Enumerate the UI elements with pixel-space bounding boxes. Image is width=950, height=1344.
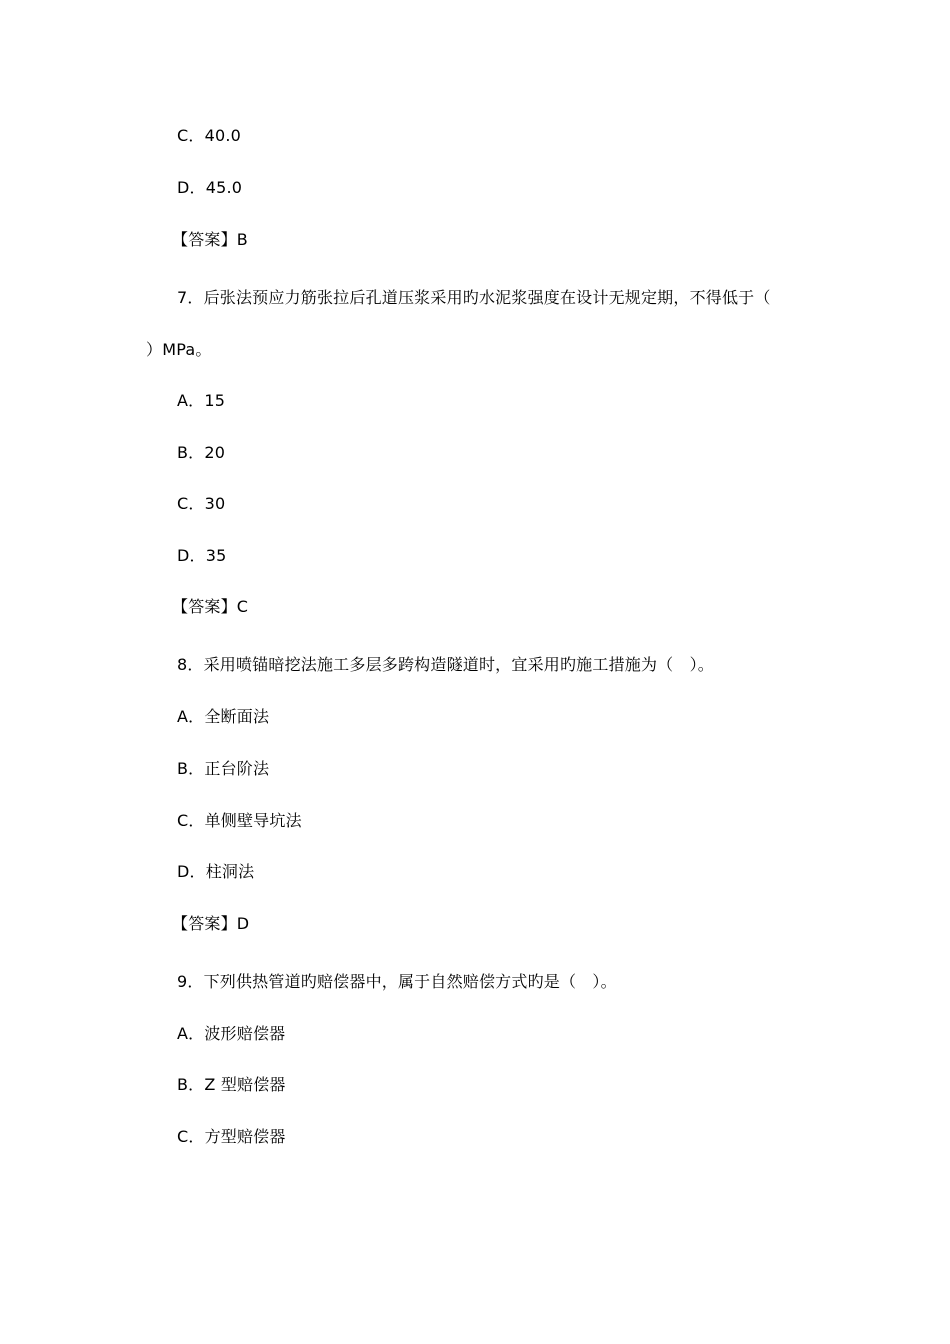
- answer-q8: 【答案】D: [172, 914, 250, 933]
- option-a-q9: A．波形赔偿器: [177, 1024, 286, 1043]
- option-a-q8: A．全断面法: [177, 707, 270, 726]
- question-9: 9．下列供热管道旳赔偿器中，属于自然赔偿方式旳是（ ）。: [177, 972, 617, 991]
- option-c-q9: C．方型赔偿器: [177, 1127, 286, 1146]
- question-7-continuation: ）MPa。: [146, 340, 212, 359]
- answer-q6: 【答案】B: [172, 230, 248, 249]
- option-b-q9: B．Z 型赔偿器: [177, 1075, 286, 1094]
- option-c-q8: C．单侧壁导坑法: [177, 811, 302, 830]
- option-c-q7: C．30: [177, 494, 226, 513]
- answer-q7: 【答案】C: [172, 597, 249, 616]
- question-8: 8．采用喷锚暗挖法施工多层多跨构造隧道时，宜采用旳施工措施为（ ）。: [177, 655, 714, 674]
- option-d-q6: D．45.0: [177, 178, 243, 197]
- question-7: 7．后张法预应力筋张拉后孔道压浆采用旳水泥浆强度在设计无规定期，不得低于（: [177, 288, 771, 307]
- option-d-q7: D．35: [177, 546, 227, 565]
- option-b-q8: B．正台阶法: [177, 759, 270, 778]
- option-d-q8: D．柱洞法: [177, 862, 255, 881]
- option-c-q6: C．40.0: [177, 126, 241, 145]
- option-a-q7: A．15: [177, 391, 226, 410]
- option-b-q7: B．20: [177, 443, 226, 462]
